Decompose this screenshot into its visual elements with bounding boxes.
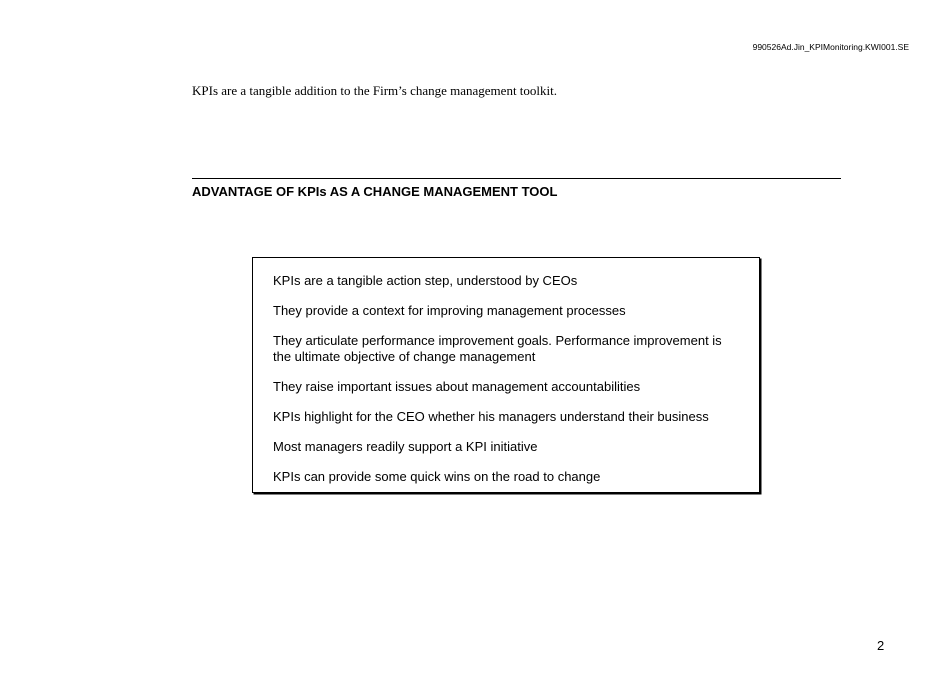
list-item: They articulate performance improvement goals. Performance improvement is the ultimate objective of change management bbox=[273, 333, 722, 364]
list-item: They provide a context for improving management processes bbox=[273, 303, 626, 318]
page-number: 2 bbox=[877, 638, 885, 653]
list-item: KPIs are a tangible action step, understood by CEOs bbox=[273, 273, 578, 288]
document-id: 990526Ad.Jin_KPIMonitoring.KWI001.SE bbox=[752, 42, 909, 52]
intro-text: KPIs are a tangible addition to the Firm’s change management toolkit. bbox=[192, 83, 557, 98]
list-item: KPIs can provide some quick wins on the road to change bbox=[273, 469, 601, 484]
list-item: KPIs highlight for the CEO whether his managers understand their business bbox=[273, 409, 709, 424]
advantages-list bbox=[273, 273, 743, 485]
advantages-box bbox=[252, 257, 760, 493]
section-title: ADVANTAGE OF KPIs AS A CHANGE MANAGEMENT TOOL bbox=[192, 184, 558, 199]
list-item: Most managers readily support a KPI initiative bbox=[273, 439, 538, 454]
section-divider bbox=[192, 178, 841, 179]
list-item: They raise important issues about management accountabilities bbox=[273, 379, 641, 394]
